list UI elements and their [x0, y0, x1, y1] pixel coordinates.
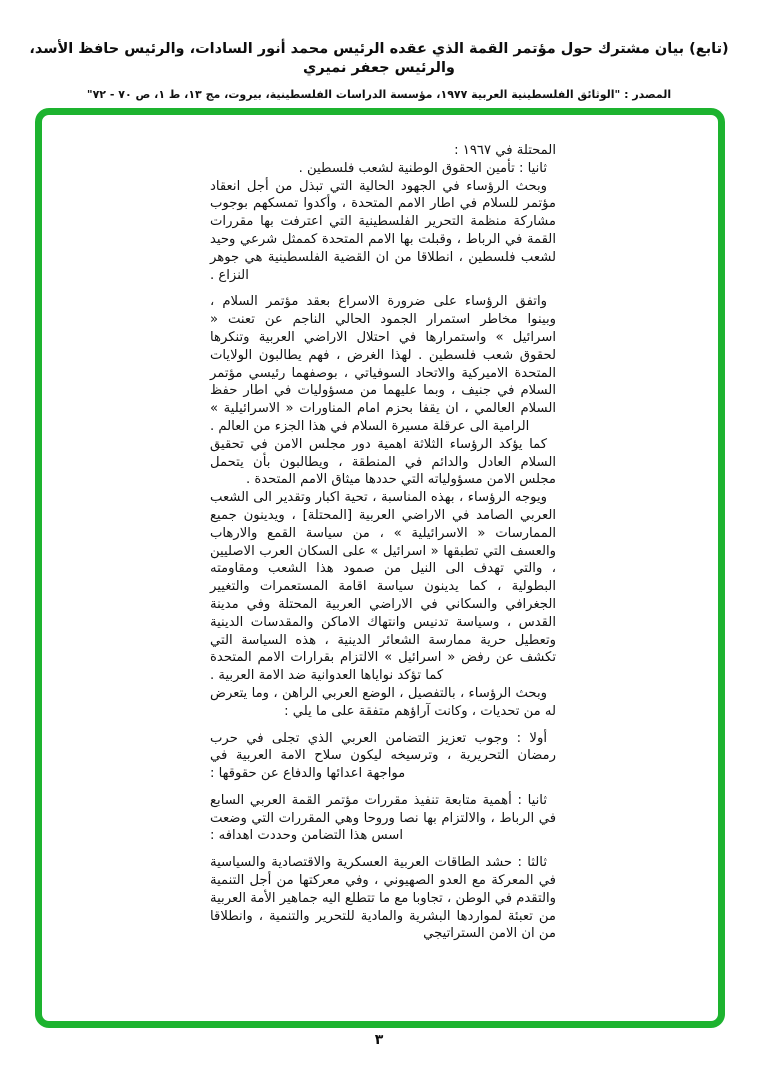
header-title: (تابع) بيان مشترك حول مؤتمر القمة الذي عقده الرئيس محمد أنور السادات، والرئيس حافظ الأسد، والرئيس جعفر نميري — [29, 41, 729, 76]
document-header — [20, 40, 738, 101]
body-paragraph: ويوجه الرؤساء ، بهذه المناسبة ، تحية اكبار وتقدير الى الشعب العربي الصامد في الاراضي العربية [المحتلة] ، ويدينون جميع الممارسات « الاسرائيلية » ، من سياسة القمع والارهاب والعسف التي تطبقها « اسرائيل » على السكان العرب الاصليين ، والتي تهدف الى النيل من صمود هذا الشعب ومقاومته البطولية ، كما يدينون سياسة اقامة المستعمرات والتغيير الجغرافي والسكاني في الاراضي العربية المحتلة وفي مدينة القدس ، وسياسة تدنيس وانتهاك الاماكن والمقدسات الدينية وتعطيل حرية ممارسة الشعائر الدينية ، هذه السياسة التي تكشف عن رفض « اسرائيل » الالتزام بقرارات الامم المتحدة كما تؤكد نواياها العدوانية ضد الامة العربية . — [210, 490, 556, 684]
body-paragraph: المحتلة في ١٩٦٧ : — [454, 143, 556, 158]
body-paragraph: واتفق الرؤساء على ضرورة الاسراع بعقد مؤتمر السلام ، وبينوا مخاطر استمرار الجمود الحالي الناجم عن تعنت « اسرائيل » واستمرارها في احتلال الاراضي العربية وتنكرها لحقوق شعب فلسطين . لهذا الغرض ، فهم يطالبون الولايات المتحدة الاميركية والاتحاد السوفياتي ، بوصفهما رئيسي مؤتمر السلام في جنيف ، وبما عليهما من مسؤوليات في اطار حفظ السلام العالمي ، ان يقفا بحزم امام المناورات « الاسرائيلية » الرامية الى عرقلة مسيرة السلام في هذا الجزء من العالم . — [210, 294, 556, 434]
document-body — [210, 142, 556, 943]
body-paragraph: كما يؤكد الرؤساء الثلاثة اهمية دور مجلس الامن في تحقيق السلام العادل والدائم في المنطقة ، ويطالبون بأن يتحمل مجلس الامن مسؤولياته التي حددها ميثاق الامم المتحدة . — [210, 436, 556, 488]
body-paragraph: وبحث الرؤساء ، بالتفصيل ، الوضع العربي الراهن ، وما يتعرض له من تحديات ، وكانت آراؤهم متفقة على ما يلي : — [210, 685, 556, 719]
body-paragraph: ثالثا : حشد الطاقات العربية العسكرية والاقتصادية والسياسية في المعركة مع العدو الصهيوني ، وفي معركتها من أجل التنمية والتقدم في الوطن ، تجاوبا مع ما تتطلع اليه جماهير الأمة العربية من تعبئة لمواردها البشرية والمادية للتحرير والتنمية ، وانطلاقا من ان الامن الستراتيجي — [210, 855, 556, 942]
header-source-line: المصدر : "الوثائق الفلسطينية العربية ١٩٧٧، مؤسسة الدراسات الفلسطينية، بيروت، مج ١٣، ط ١، ص ٧٠ - ٧٢" — [86, 87, 672, 101]
body-paragraph: أولا : وجوب تعزيز التضامن العربي الذي تجلى في حرب رمضان التحريرية ، وترسيخه ليكون سلاح الامة العربية في مواجهة اعدائها والدفاع عن حقوقها : — [210, 730, 556, 782]
page-number: ٣ — [374, 1032, 384, 1048]
body-paragraph: ثانيا : تأمين الحقوق الوطنية لشعب فلسطين . — [298, 160, 547, 176]
body-paragraph: وبحث الرؤساء في الجهود الحالية التي تبذل من أجل انعقاد مؤتمر للسلام في اطار الامم المتحدة ، وأكدوا تمسكهم بوجوب مشاركة منظمة التحرير الفلسطينية التي اعترفت بها مقررات القمة في الرباط ، وقبلت بها الامم المتحدة كممثل شرعي وحيد لشعب فلسطين ، انطلاقا من ان القضية الفلسطينية هي جوهر النزاع . — [210, 178, 556, 283]
body-paragraph: ثانيا : أهمية متابعة تنفيذ مقررات مؤتمر القمة العربي السابع في الرباط ، والالتزام بها نصا وروحا وهي المقررات التي وضعت اسس هذا التضامن وحددت اهدافه : — [210, 792, 556, 844]
